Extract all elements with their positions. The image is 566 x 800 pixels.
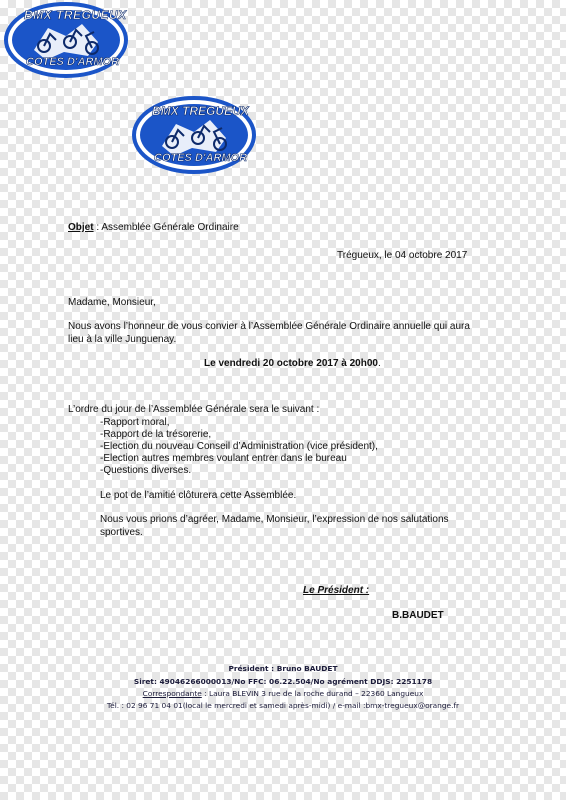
closing-regards-line1: Nous vous prions d’agréer, Madame, Monsieur, l’expression de nos salutations xyxy=(100,514,449,525)
president-label: Le Président : xyxy=(303,585,370,596)
logo-line1: BMX TREGUEUX xyxy=(152,104,249,118)
logo-line1: BMX TREGUEUX xyxy=(24,8,127,22)
objet-separator: : xyxy=(93,222,102,233)
closing-regards-line2: sportives. xyxy=(100,527,143,538)
objet-line xyxy=(68,222,239,233)
footer-siret: Siret: 49046266000013/No FFC: 06.22.504/No agrément DDJS: 2251178 xyxy=(133,677,433,686)
event-date xyxy=(204,358,381,369)
logo-line2: COTES D'ARMOR xyxy=(154,152,248,164)
footer-correspondent-text: : Laura BLEVIN 3 rue de la roche durand – 22360 Langueux xyxy=(201,689,424,698)
agenda-item: -Questions diverses. xyxy=(100,465,192,476)
closing-pot: Le pot de l’amitié clôturera cette Assemblée. xyxy=(100,490,297,501)
club-logo-top xyxy=(4,2,128,78)
paragraph-invite-line2: lieu à la ville Junguenay. xyxy=(68,334,177,345)
event-date-end: . xyxy=(377,358,381,369)
agenda-item: -Election autres membres voulant entrer dans le bureau xyxy=(100,453,347,464)
signature-name: B.BAUDET xyxy=(392,610,444,621)
agenda-item: -Election du nouveau Conseil d’Administration (vice président), xyxy=(100,441,378,452)
agenda-item: -Rapport de la trésorerie, xyxy=(100,429,212,440)
logo-line2: COTES D'ARMOR xyxy=(26,56,120,68)
event-date-bold: Le vendredi 20 octobre 2017 à 20h00 xyxy=(204,358,378,369)
club-logo-center xyxy=(132,96,256,174)
date-line: Trégueux, le 04 octobre 2017 xyxy=(337,250,468,261)
agenda-intro: L’ordre du jour de l’Assemblée Générale sera le suivant : xyxy=(68,404,320,415)
footer-contact: Tél. : 02 96 71 04 01(local le mercredi et samedi après-midi) / e-mail :bmx-tregueux@orange.fr xyxy=(106,701,460,710)
paragraph-invite-line1: Nous avons l’honneur de vous convier à l’Assemblée Générale Ordinaire annuelle qui aura xyxy=(68,321,470,332)
footer-correspondent xyxy=(0,689,566,698)
objet-label: Objet xyxy=(68,222,94,233)
footer-president: Président : Bruno BAUDET xyxy=(228,664,338,673)
agenda-item: -Rapport moral, xyxy=(100,417,170,428)
objet-text: Assemblée Générale Ordinaire xyxy=(101,222,239,233)
footer-correspondent-label: Correspondante xyxy=(142,689,202,698)
salutation: Madame, Monsieur, xyxy=(68,297,156,308)
